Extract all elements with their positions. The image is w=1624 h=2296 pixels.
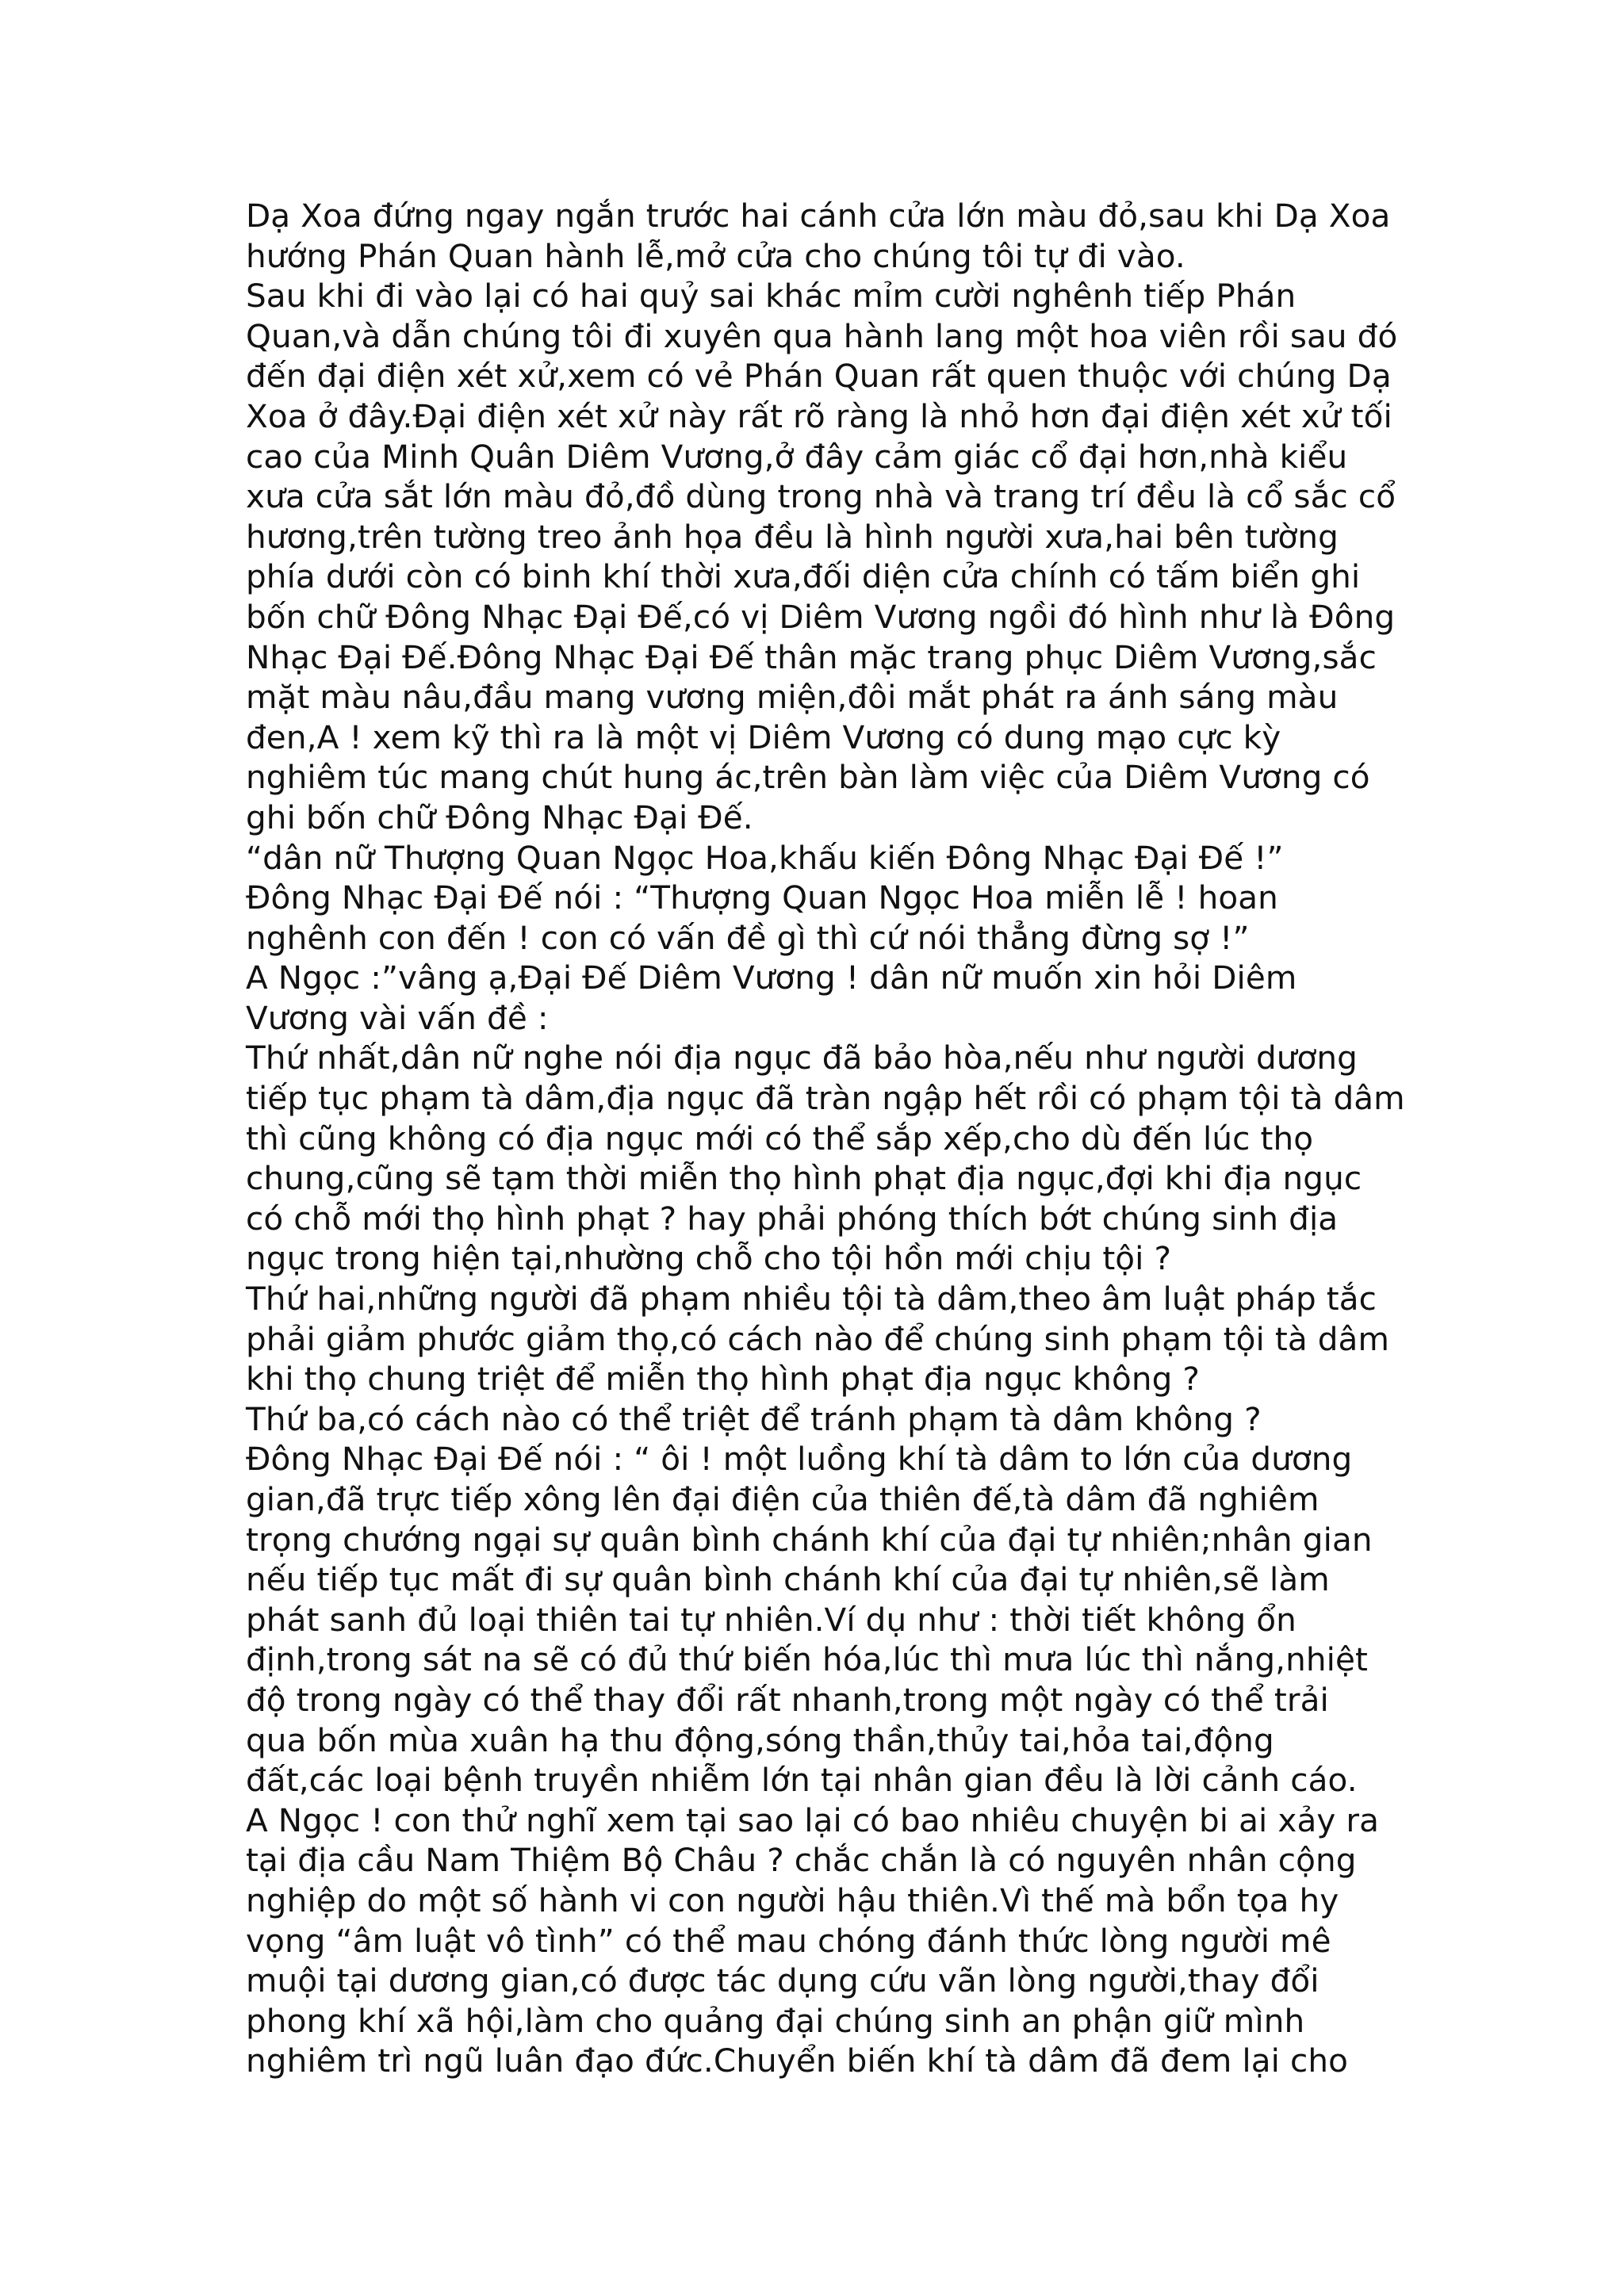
text-line: độ trong ngày có thể thay đổi rất nhanh,trong một ngày có thể trải [246,1680,1329,1719]
text-line: cao của Minh Quân Diêm Vương,ở đây cảm giác cổ đại hơn,nhà kiểu [246,437,1348,476]
text-line: Thứ hai,những người đã phạm nhiều tội tà dâm,theo âm luật pháp tắc [246,1280,1377,1318]
text-line: chung,cũng sẽ tạm thời miễn thọ hình phạt địa ngục,đợi khi địa ngục [246,1159,1362,1198]
text-line: phong khí xã hội,làm cho quảng đại chúng sinh an phận giữ mình [246,2001,1305,2040]
text-line: nghênh con đến ! con có vấn đề gì thì cứ nói thẳng đừng sợ !” [246,918,1250,957]
text-line: nghiêm túc mang chút hung ác,trên bàn làm việc của Diêm Vương có [246,758,1370,797]
text-line: tiếp tục phạm tà dâm,địa ngục đã tràn ngập hết rồi có phạm tội tà dâm [246,1079,1405,1118]
text-line: Đông Nhạc Đại Đế nói : “ ôi ! một luồng khí tà dâm to lớn của dương [246,1440,1353,1479]
text-line: Đông Nhạc Đại Đế nói : “Thượng Quan Ngọc Hoa miễn lễ ! hoan [246,878,1278,917]
text-line: Sau khi đi vào lại có hai quỷ sai khác mỉm cười nghênh tiếp Phán [246,277,1297,316]
text-line: trọng chướng ngại sự quân bình chánh khí của đại tự nhiên;nhân gian [246,1520,1373,1559]
text-line: Dạ Xoa đứng ngay ngắn trước hai cánh cửa lớn màu đỏ,sau khi Dạ Xoa [246,197,1391,235]
text-line: qua bốn mùa xuân hạ thu động,sóng thần,thủy tai,hỏa tai,động [246,1720,1274,1759]
text-line: định,trong sát na sẽ có đủ thứ biến hóa,lúc thì mưa lúc thì nắng,nhiệt [246,1640,1368,1679]
text-line: phía dưới còn có binh khí thời xưa,đối diện cửa chính có tấm biển ghi [246,557,1361,596]
text-line: Xoa ở đây.Đại điện xét xử này rất rõ ràng là nhỏ hơn đại điện xét xử tối [246,396,1392,435]
text-line: nghiêm trì ngũ luân đạo đức.Chuyển biến khí tà dâm đã đem lại cho [246,2042,1348,2080]
text-line: đen,A ! xem kỹ thì ra là một vị Diêm Vương có dung mạo cực kỳ [246,718,1281,756]
text-line: tại địa cầu Nam Thiệm Bộ Châu ? chắc chắn là có nguyên nhân cộng [246,1841,1357,1880]
text-line: bốn chữ Đông Nhạc Đại Đế,có vị Diêm Vương ngồi đó hình như là Đông [246,597,1396,636]
text-line: xưa cửa sắt lớn màu đỏ,đồ dùng trong nhà và trang trí đều là cổ sắc cổ [246,477,1396,516]
text-line: phát sanh đủ loại thiên tai tự nhiên.Ví dụ như : thời tiết không ổn [246,1600,1297,1639]
text-line: nếu tiếp tục mất đi sự quân bình chánh khí của đại tự nhiên,sẽ làm [246,1560,1330,1599]
text-line: Thứ ba,có cách nào có thể triệt để tránh phạm tà dâm không ? [246,1399,1262,1438]
text-line: A Ngọc :”vâng ạ,Đại Đế Diêm Vương ! dân nữ muốn xin hỏi Diêm [246,959,1297,997]
text-line: hương,trên tường treo ảnh họa đều là hình người xưa,hai bên tường [246,517,1339,556]
text-line: Vương vài vấn đề : [246,998,549,1037]
text-line: thì cũng không có địa ngục mới có thể sắp xếp,cho dù đến lúc thọ [246,1119,1314,1158]
text-line: ngục trong hiện tại,nhường chỗ cho tội hồn mới chịu tội ? [246,1239,1172,1278]
text-line: đất,các loại bệnh truyền nhiễm lớn tại nhân gian đều là lời cảnh cáo. [246,1761,1358,1800]
text-line: mặt màu nâu,đầu mang vương miện,đôi mắt phát ra ánh sáng màu [246,678,1339,717]
text-line: A Ngọc ! con thử nghĩ xem tại sao lại có bao nhiêu chuyện bi ai xảy ra [246,1800,1380,1839]
text-line: Quan,và dẫn chúng tôi đi xuyên qua hành lang một hoa viên rồi sau đó [246,316,1398,355]
text-line: nghiệp do một số hành vi con người hậu thiên.Vì thế mà bổn tọa hy [246,1881,1339,1919]
body-text [246,196,1404,2081]
text-line: Nhạc Đại Đế.Đông Nhạc Đại Đế thân mặc trang phục Diêm Vương,sắc [246,637,1377,676]
text-line: Thứ nhất,dân nữ nghe nói địa ngục đã bảo hòa,nếu như người dương [246,1039,1358,1077]
text-line: khi thọ chung triệt để miễn thọ hình phạt địa ngục không ? [246,1360,1200,1399]
text-line: gian,đã trực tiếp xông lên đại điện của thiên đế,tà dâm đã nghiêm [246,1480,1320,1518]
text-line: có chỗ mới thọ hình phạt ? hay phải phóng thích bớt chúng sinh địa [246,1199,1339,1238]
text-line: phải giảm phước giảm thọ,có cách nào để chúng sinh phạm tội tà dâm [246,1319,1390,1358]
text-line: muội tại dương gian,có được tác dụng cứu vãn lòng người,thay đổi [246,1961,1320,2000]
text-line: đến đại điện xét xử,xem có vẻ Phán Quan rất quen thuộc với chúng Dạ [246,357,1392,396]
text-line: ghi bốn chữ Đông Nhạc Đại Đế. [246,798,753,836]
text-line: hướng Phán Quan hành lễ,mở cửa cho chúng tôi tự đi vào. [246,236,1185,275]
text-line: “dân nữ Thượng Quan Ngọc Hoa,khấu kiến Đông Nhạc Đại Đế !” [246,838,1284,877]
text-line: vọng “âm luật vô tình” có thể mau chóng đánh thức lòng người mê [246,1921,1331,1960]
